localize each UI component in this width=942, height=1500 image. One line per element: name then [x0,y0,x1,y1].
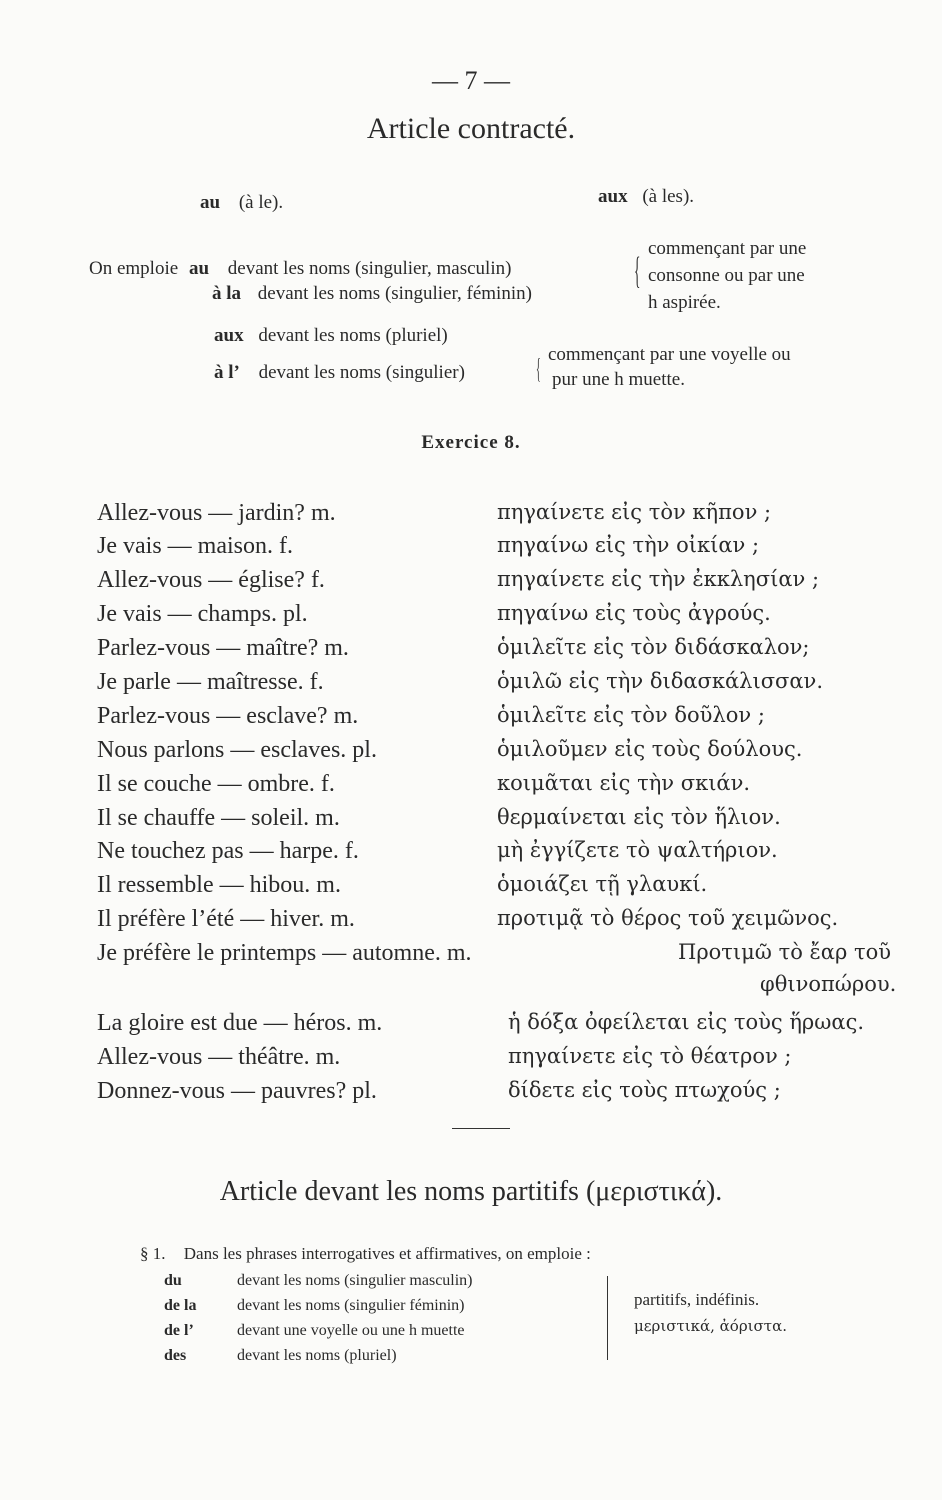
au-gloss: (à le). [238,192,284,213]
greek-translation: ὁμιλεῖτε εἰς τὸν δοῦλον ; [497,703,765,727]
greek-translation: πηγαίνετε εἰς τὴν ἐκκλησίαν ; [497,567,820,591]
greek-translation: πηγαίνετε εἰς τὸν κῆπον ; [497,500,772,524]
partitive-note [634,1287,787,1339]
note-line: partitifs, indéfinis. [634,1290,760,1309]
partitive-usage: devant les noms (pluriel) [237,1347,397,1364]
exercise-row [0,1044,942,1078]
paragraph-text: Dans les phrases interrogatives et affirmatives, on emploie : [183,1244,591,1263]
brace: { [536,354,541,385]
french-sentence: Je préfère le printemps — automne. m. [97,940,472,966]
brace: { [634,250,641,292]
usage-line-au [89,258,511,280]
usage-line-a-l [214,362,465,384]
french-sentence: Je vais — champs. pl. [97,601,308,627]
exercise-row [0,635,942,669]
french-sentence: Donnez-vous — pauvres? pl. [97,1078,377,1104]
partitive-article: des [164,1347,187,1364]
french-sentence: Il ressemble — hibou. m. [97,872,341,898]
french-sentence: Parlez-vous — maître? m. [97,635,349,661]
exercise-row [0,567,942,601]
note-line: h aspirée. [648,292,721,313]
exercise-row [0,1010,942,1044]
exercise-row [0,601,942,635]
au-definition [200,192,283,214]
exercise-row [0,703,942,737]
aux-definition [598,186,694,208]
usage-line-aux [214,325,448,347]
partitive-item [164,1272,604,1294]
partitive-usage: devant les noms (singulier féminin) [237,1297,465,1314]
french-sentence: Allez-vous — église? f. [97,567,325,593]
page-number: — 7 — [432,66,510,95]
partitive-article: de l’ [164,1322,194,1339]
greek-translation: προτιμᾷ τὸ θέρος τοῦ χειμῶνος. [497,906,839,930]
exercise-row [0,872,942,906]
paragraph-intro [140,1244,591,1264]
au-word: au [200,192,221,213]
note-line: μεριστικά, ἀόριστα. [634,1317,787,1335]
usage-line-a-la [212,283,532,305]
usage-text: devant les noms (singulier, féminin) [257,283,532,304]
french-sentence: Parlez-vous — esclave? m. [97,703,359,729]
partitive-item [164,1347,604,1369]
usage-note-consonant [648,235,806,316]
greek-translation: δίδετε εἰς τοὺς πτωχούς ; [508,1078,781,1102]
exercise-row [0,737,942,771]
french-sentence: Allez-vous — jardin? m. [97,500,336,526]
aux-gloss: (à les). [642,186,695,207]
french-sentence: Ne touchez pas — harpe. f. [97,838,359,864]
greek-translation: ὁμιλοῦμεν εἰς τοὺς δούλους. [497,737,803,761]
french-sentence: Il se chauffe — soleil. m. [97,805,340,831]
greek-translation: ὁμοιάζει τῇ γλαυκί. [497,872,708,896]
exercise-row [0,906,942,940]
exercise-row [0,771,942,805]
partitive-item [164,1322,604,1344]
exercise-row [0,838,942,872]
exercise-row [0,669,942,703]
usage-article: aux [214,325,244,346]
usage-article: au [188,258,210,279]
partitive-article: de la [164,1297,197,1314]
partitive-item [164,1297,604,1319]
partitive-usage: devant une voyelle ou une h muette [237,1322,465,1339]
greek-translation: μὴ ἐγγίζετε τὸ ψαλτήριον. [497,838,778,862]
brace-line [607,1276,610,1360]
greek-translation: πηγαίνετε εἰς τὸ θέατρον ; [508,1044,792,1068]
exercise-row [0,500,942,534]
partitive-usage: devant les noms (singulier masculin) [237,1272,473,1289]
usage-text: devant les noms (singulier, masculin) [227,258,512,279]
section-title-partitive-article: Article devant les noms partitifs (μεριστικά). [219,1176,723,1207]
greek-translation: πηγαίνω εἰς τὴν οἰκίαν ; [497,533,760,557]
greek-translation: φθινοπώρου. [760,972,897,996]
greek-translation: κοιμᾶται εἰς τὴν σκιάν. [497,771,751,795]
usage-article: à la [212,283,242,304]
note-line: commençant par une [648,238,807,259]
exercise-row [0,940,942,974]
french-sentence: Nous parlons — esclaves. pl. [97,737,377,763]
french-sentence: Il se couche — ombre. f. [97,771,335,797]
note-line: consonne ou par une [648,265,805,286]
exercise-row [0,805,942,839]
section-title-contracted-article: Article contracté. [366,112,576,145]
french-sentence: Allez-vous — théâtre. m. [97,1044,341,1070]
note-line: pur une h muette. [552,369,685,390]
note-line: commençant par une voyelle ou [548,344,791,365]
french-sentence: Il préfère l’été — hiver. m. [97,906,355,932]
exercise-row [0,533,942,567]
greek-translation: ὁμιλῶ εἰς τὴν διδασκάλισσαν. [497,669,824,693]
usage-note-vowel [548,342,791,392]
usage-text: devant les noms (singulier) [258,362,465,383]
exercise-row [0,1078,942,1112]
partitive-article: du [164,1272,182,1289]
greek-translation: ἡ δόξα ὀφείλεται εἰς τοὺς ἥρωας. [508,1010,865,1034]
greek-translation: θερμαίνεται εἰς τὸν ἥλιον. [497,805,781,829]
usage-text: devant les noms (pluriel) [258,325,448,346]
exercise-row [0,972,942,1006]
exercise-title: Exercice 8. [421,432,521,453]
usage-lead: On emploie [89,258,179,279]
greek-translation: Προτιμῶ τὸ ἔαρ τοῦ [678,940,892,964]
french-sentence: Je parle — maîtresse. f. [97,669,324,695]
paragraph-number: § 1. [140,1244,166,1263]
french-sentence: Je vais — maison. f. [97,533,293,559]
separator-rule [452,1128,510,1129]
french-sentence: La gloire est due — héros. m. [97,1010,383,1036]
greek-translation: πηγαίνω εἰς τοὺς ἀγρούς. [497,601,771,625]
aux-word: aux [598,186,628,207]
greek-translation: ὁμιλεῖτε εἰς τὸν διδάσκαλον; [497,635,810,659]
usage-article: à l’ [214,362,240,383]
